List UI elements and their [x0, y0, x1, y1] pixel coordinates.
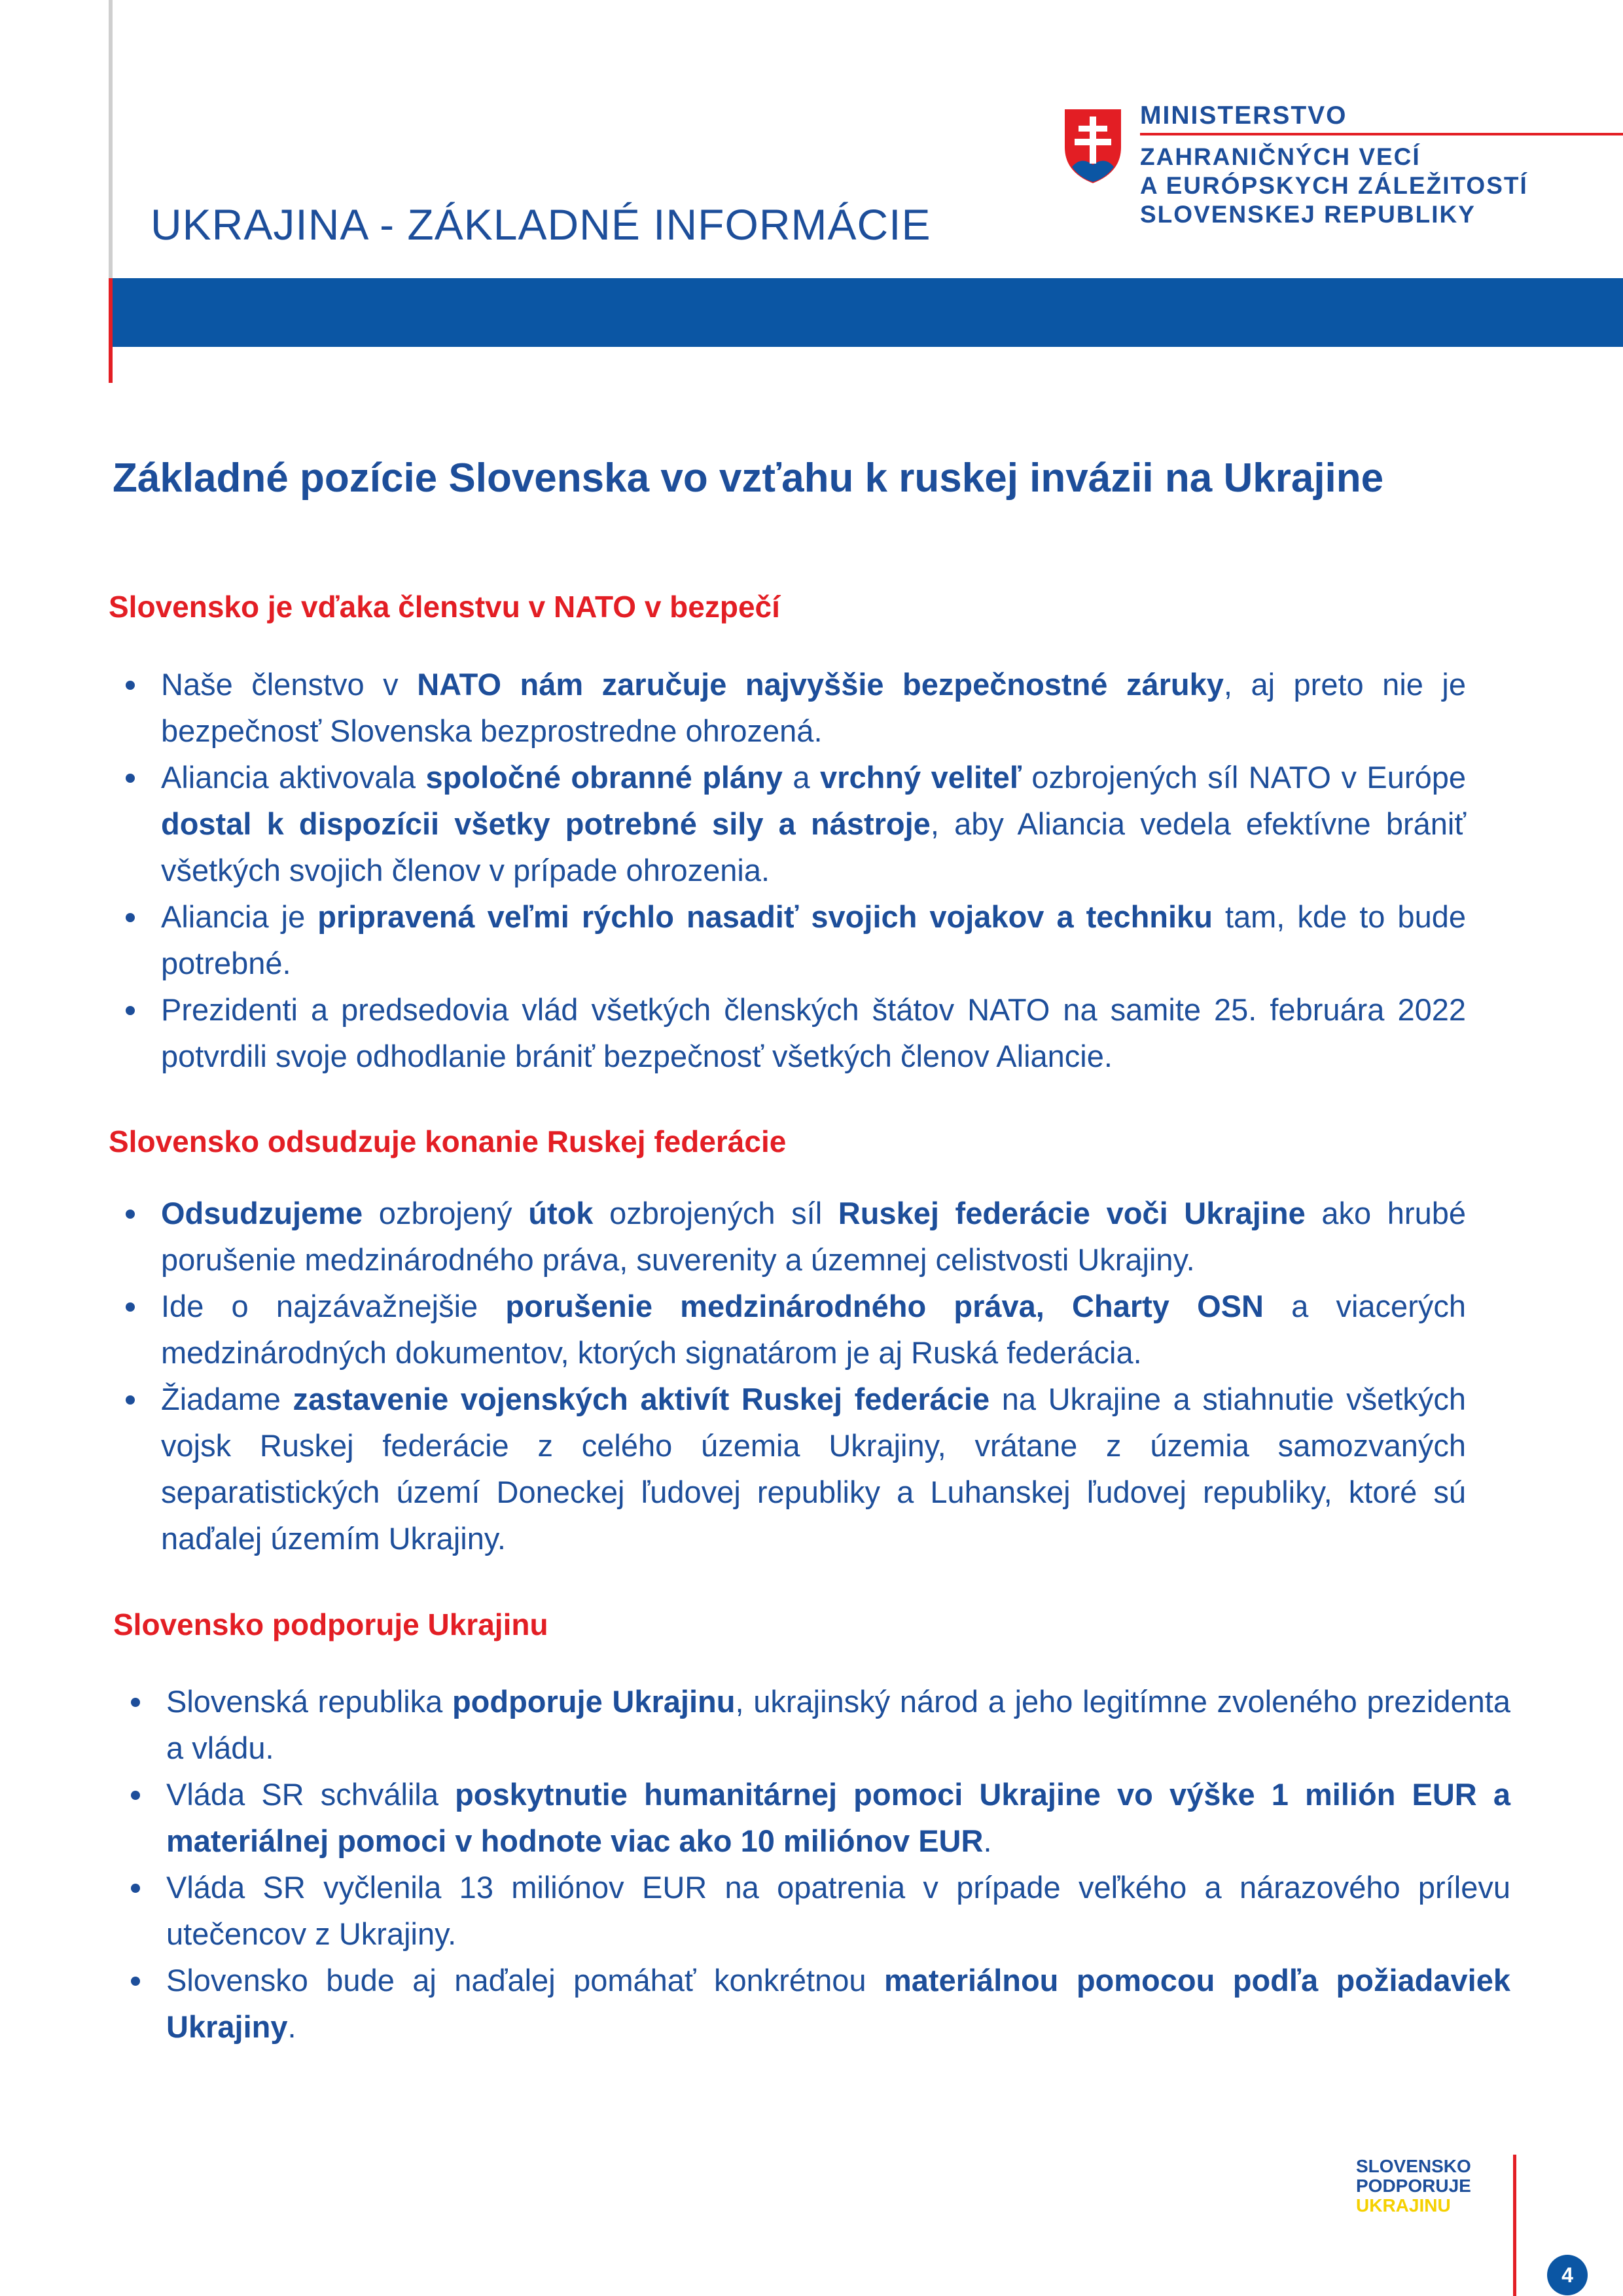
bullet-dot-icon	[126, 1395, 135, 1405]
bullet-item	[124, 893, 1466, 986]
bullet-item	[124, 1283, 1466, 1376]
bullet-text: .	[983, 1823, 992, 1858]
bullet-text: Naše členstvo v	[161, 667, 418, 702]
bullet-text-bold: podporuje Ukrajinu	[452, 1684, 736, 1719]
left-red-accent	[109, 278, 113, 383]
bullet-item	[124, 1190, 1466, 1283]
bullet-text: na Ukrajine a stiahnutie všetkých vojsk Ruskej federácie z celého územia Ukrajiny, vrátane z územia samozvaných separatistických území Doneckej ľudovej republiky a Luhanskej ľudovej republiky, ktoré sú naďalej územím Ukrajiny.	[161, 1382, 1467, 1556]
bullet-text-bold: Odsudzujeme	[161, 1196, 363, 1230]
bullet-item	[130, 1864, 1510, 1957]
left-margin-line	[109, 0, 113, 281]
bullet-text: ozbrojených síl NATO v Európe	[1021, 760, 1466, 795]
bullet-text: Vláda SR vyčlenila 13 miliónov EUR na opatrenia v prípade veľkého a nárazového prílevu utečencov z Ukrajiny.	[166, 1870, 1510, 1951]
bullet-text: a viacerých medzinárodných dokumentov, ktorých signatárom je aj Ruská federácia.	[161, 1289, 1466, 1370]
bullet-text-bold: materiálnou pomocou podľa požiadaviek Ukrajiny	[166, 1963, 1510, 2044]
bullet-text-bold: NATO nám zaručuje najvyššie bezpečnostné záruky	[417, 667, 1224, 702]
bullet-text: ozbrojený	[363, 1196, 529, 1230]
bullet-text: Slovenská republika	[166, 1684, 452, 1719]
bullet-item	[124, 754, 1466, 893]
bullet-text: ozbrojených síl	[593, 1196, 838, 1230]
bullet-text: Žiadame	[161, 1382, 293, 1416]
ministry-name-block	[1140, 143, 1528, 229]
bullet-list-nato	[124, 661, 1466, 1079]
bullet-text-bold: útok	[528, 1196, 594, 1230]
section-heading-russia: Slovensko odsudzuje konanie Ruskej federácie	[109, 1124, 787, 1158]
bullet-dot-icon	[131, 1698, 140, 1707]
bullet-item	[124, 661, 1466, 754]
ministry-name-line3: A EURÓPSKYCH ZÁLEŽITOSTÍ	[1140, 172, 1528, 199]
bullet-text: , ukrajinský národ a jeho legitímne zvoleného prezidenta a vládu.	[166, 1684, 1510, 1765]
bullet-text: , aby Aliancia vedela efektívne brániť všetkých svojich členov v prípade ohrozenia.	[161, 806, 1466, 888]
bullet-text: ako hrubé porušenie medzinárodného práva, suverenity a územnej celistvosti Ukrajiny.	[161, 1196, 1466, 1277]
page-header-title: UKRAJINA - ZÁKLADNÉ INFORMÁCIE	[151, 200, 931, 249]
bullet-dot-icon	[126, 681, 135, 690]
bullet-text: tam, kde to bude potrebné.	[161, 899, 1466, 980]
footer-logo-line1: SLOVENSKO	[1356, 2156, 1471, 2176]
bullet-list-ukraine-support	[130, 1678, 1510, 2050]
bullet-text-bold: poskytnutie humanitárnej pomoci Ukrajine vo výške 1 milión EUR a materiálnej pomoci v hodnote viac ako 10 miliónov EUR	[166, 1777, 1510, 1858]
bullet-text: a	[782, 760, 821, 795]
bullet-text-bold: spoločné obranné plány	[425, 760, 783, 795]
bullet-dot-icon	[131, 1791, 140, 1800]
section-heading-nato: Slovensko je vďaka členstvu v NATO v bezpečí	[109, 590, 780, 624]
ministry-name-line4: SLOVENSKEJ REPUBLIKY	[1140, 201, 1476, 228]
bullet-dot-icon	[131, 1977, 140, 1986]
bullet-text: Slovensko bude aj naďalej pomáhať konkrétnou	[166, 1963, 884, 1998]
bullet-dot-icon	[126, 1006, 135, 1015]
slovensko-podporuje-ukrajinu-logo	[1356, 2157, 1471, 2215]
ministry-name-line1: MINISTERSTVO	[1140, 101, 1347, 130]
header-blue-band	[109, 278, 1623, 347]
section-heading-ukraine-support: Slovensko podporuje Ukrajinu	[113, 1607, 548, 1641]
bullet-text-bold: vrchný veliteľ	[820, 760, 1022, 795]
bullet-item	[130, 1678, 1510, 1771]
bullet-list-russia	[124, 1190, 1466, 1562]
bullet-text-bold: Ruskej federácie voči Ukrajine	[838, 1196, 1306, 1230]
bullet-dot-icon	[126, 774, 135, 783]
bullet-text-bold: porušenie medzinárodného práva, Charty OSN	[505, 1289, 1264, 1323]
bullet-item	[124, 1376, 1466, 1562]
page-number: 4	[1547, 2255, 1588, 2295]
bullet-dot-icon	[126, 913, 135, 922]
bullet-text-bold: pripravená veľmi rýchlo nasadiť svojich vojakov a techniku	[317, 899, 1213, 934]
footer-logo-line2: PODPORUJE	[1356, 2176, 1471, 2196]
bullet-text: Aliancia aktivovala	[161, 760, 426, 795]
bullet-item	[124, 986, 1466, 1079]
bullet-text: Prezidenti a predsedovia vlád všetkých členských štátov NATO na samite 25. februára 2022 potvrdili svoje odhodlanie brániť bezpečnosť všetkých členov Aliancie.	[161, 992, 1466, 1073]
bullet-text-bold: zastavenie vojenských aktivít Ruskej federácie	[293, 1382, 990, 1416]
bullet-text: Ide o najzávažnejšie	[161, 1289, 506, 1323]
ministry-red-rule	[1140, 133, 1623, 135]
bullet-text-bold: dostal k dispozícii všetky potrebné sily a nástroje	[161, 806, 931, 841]
bullet-text: .	[287, 2009, 296, 2044]
bullet-dot-icon	[131, 1884, 140, 1893]
bullet-item	[130, 1771, 1510, 1864]
footer-logo-line3: UKRAJINU	[1356, 2195, 1451, 2215]
bullet-text: , aj preto nie je bezpečnosť Slovenska bezprostredne ohrozená.	[161, 667, 1466, 748]
bullet-item	[130, 1957, 1510, 2050]
bullet-text: Aliancia je	[161, 899, 318, 934]
bullet-dot-icon	[126, 1210, 135, 1219]
bullet-dot-icon	[126, 1302, 135, 1312]
ministry-name-line2: ZAHRANIČNÝCH VECÍ	[1140, 143, 1421, 170]
footer-red-line	[1513, 2155, 1516, 2296]
bullet-text: Vláda SR schválila	[166, 1777, 455, 1812]
main-heading: Základné pozície Slovenska vo vzťahu k ruskej invázii na Ukrajine	[113, 456, 1384, 501]
